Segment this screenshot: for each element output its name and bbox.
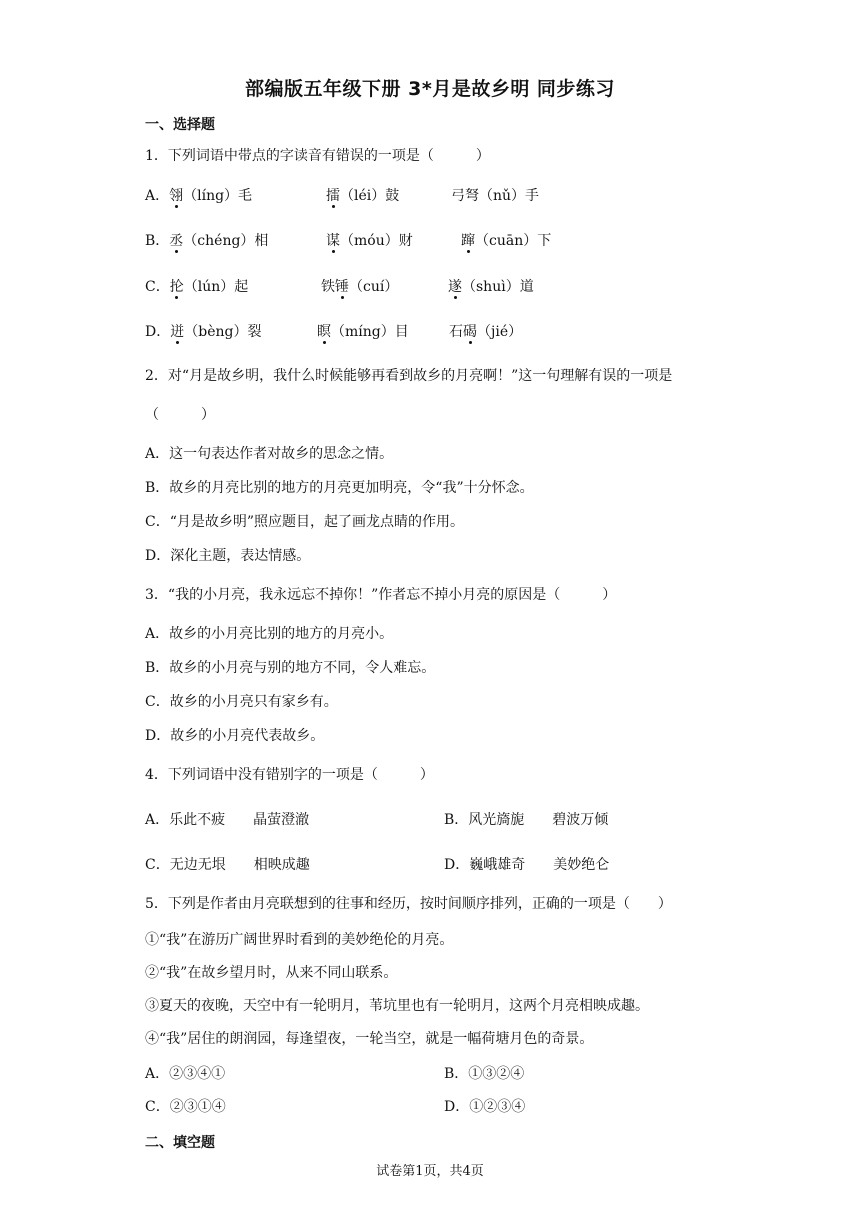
q3-option-c: C．故乡的小月亮只有家乡有。	[145, 694, 338, 710]
q3-option-a: A．故乡的小月亮比别的地方的月亮小。	[145, 626, 394, 642]
question-2-blank: （ ）	[145, 407, 215, 423]
q4-option-b: B．风光旖旎 碧波万倾	[444, 812, 609, 828]
q1-option-c-word2: 铁锤（cuí）	[321, 279, 399, 295]
q5-option-a: A．②③④①	[145, 1066, 226, 1082]
question-2-stem: 2．对“月是故乡明，我什么时候能够再看到故乡的月亮啊！”这一句理解有误的一项是	[145, 368, 673, 384]
q1-option-d-word3: 石碣（jié）	[449, 324, 523, 340]
q1-option-b-word2: 谋（móu）财	[326, 233, 413, 249]
q5-item-2: ②“我”在故乡望月时，从来不同山联系。	[145, 965, 398, 981]
q5-option-b: B．①③②④	[444, 1066, 525, 1082]
q3-option-d: D．故乡的小月亮代表故乡。	[145, 728, 325, 744]
q2-option-b: B．故乡的月亮比别的地方的月亮更加明亮，令“我”十分怀念。	[145, 480, 534, 496]
q3-option-b: B．故乡的小月亮与别的地方不同，令人难忘。	[145, 660, 436, 676]
q5-option-c: C．②③①④	[145, 1099, 226, 1115]
q5-item-4: ④“我”居住的朗润园，每逢望夜，一轮当空，就是一幅荷塘月色的奇景。	[145, 1031, 594, 1047]
question-3-stem: 3．“我的小月亮，我永远忘不掉你！”作者忘不掉小月亮的原因是（ ）	[145, 587, 617, 603]
q1-option-b-word3: 蹿（cuān）下	[461, 233, 552, 249]
q2-option-a: A．这一句表达作者对故乡的思念之情。	[145, 446, 394, 462]
q1-option-a-word1: A．翎（líng）毛	[145, 188, 253, 204]
q1-option-c-word3: 遂（shuì）道	[448, 279, 534, 295]
q1-option-b-word1: B．丞（chéng）相	[145, 233, 269, 249]
q1-option-d-word2: 瞑（míng）目	[317, 324, 409, 340]
question-1-stem: 1．下列词语中带点的字读音有错误的一项是（ ）	[145, 148, 490, 164]
q1-option-d-word1: D．迸（bèng）裂	[145, 324, 262, 340]
q1-option-a-word3: 弓弩（nǔ）手	[451, 188, 540, 204]
q5-option-d: D．①②③④	[444, 1099, 526, 1115]
q4-option-d: D．巍峨雄奇 美妙绝仑	[444, 857, 610, 873]
q1-option-c-word1: C．抡（lún）起	[145, 279, 249, 295]
question-4-stem: 4．下列词语中没有错别字的一项是（ ）	[145, 767, 434, 783]
page-footer: 试卷第1页，共4页	[376, 1164, 484, 1179]
q5-item-1: ①“我”在游历广阔世界时看到的美妙绝伦的月亮。	[145, 932, 454, 948]
page-title: 部编版五年级下册 3*月是故乡明 同步练习	[245, 78, 615, 100]
q4-option-a: A．乐此不疲 晶萤澄澈	[145, 812, 310, 828]
section-heading-fill: 二、填空题	[145, 1135, 215, 1151]
q4-option-c: C．无边无垠 相映成趣	[145, 857, 310, 873]
q1-option-a-word2: 擂（léi）鼓	[326, 188, 400, 204]
q2-option-c: C．“月是故乡明”照应题目，起了画龙点睛的作用。	[145, 514, 465, 530]
section-heading-choice: 一、选择题	[145, 117, 215, 133]
question-5-stem: 5．下列是作者由月亮联想到的往事和经历，按时间顺序排列，正确的一项是（ ）	[145, 896, 672, 912]
q2-option-d: D．深化主题，表达情感。	[145, 548, 311, 564]
q5-item-3: ③夏天的夜晚，天空中有一轮明月，苇坑里也有一轮明月，这两个月亮相映成趣。	[145, 998, 649, 1014]
